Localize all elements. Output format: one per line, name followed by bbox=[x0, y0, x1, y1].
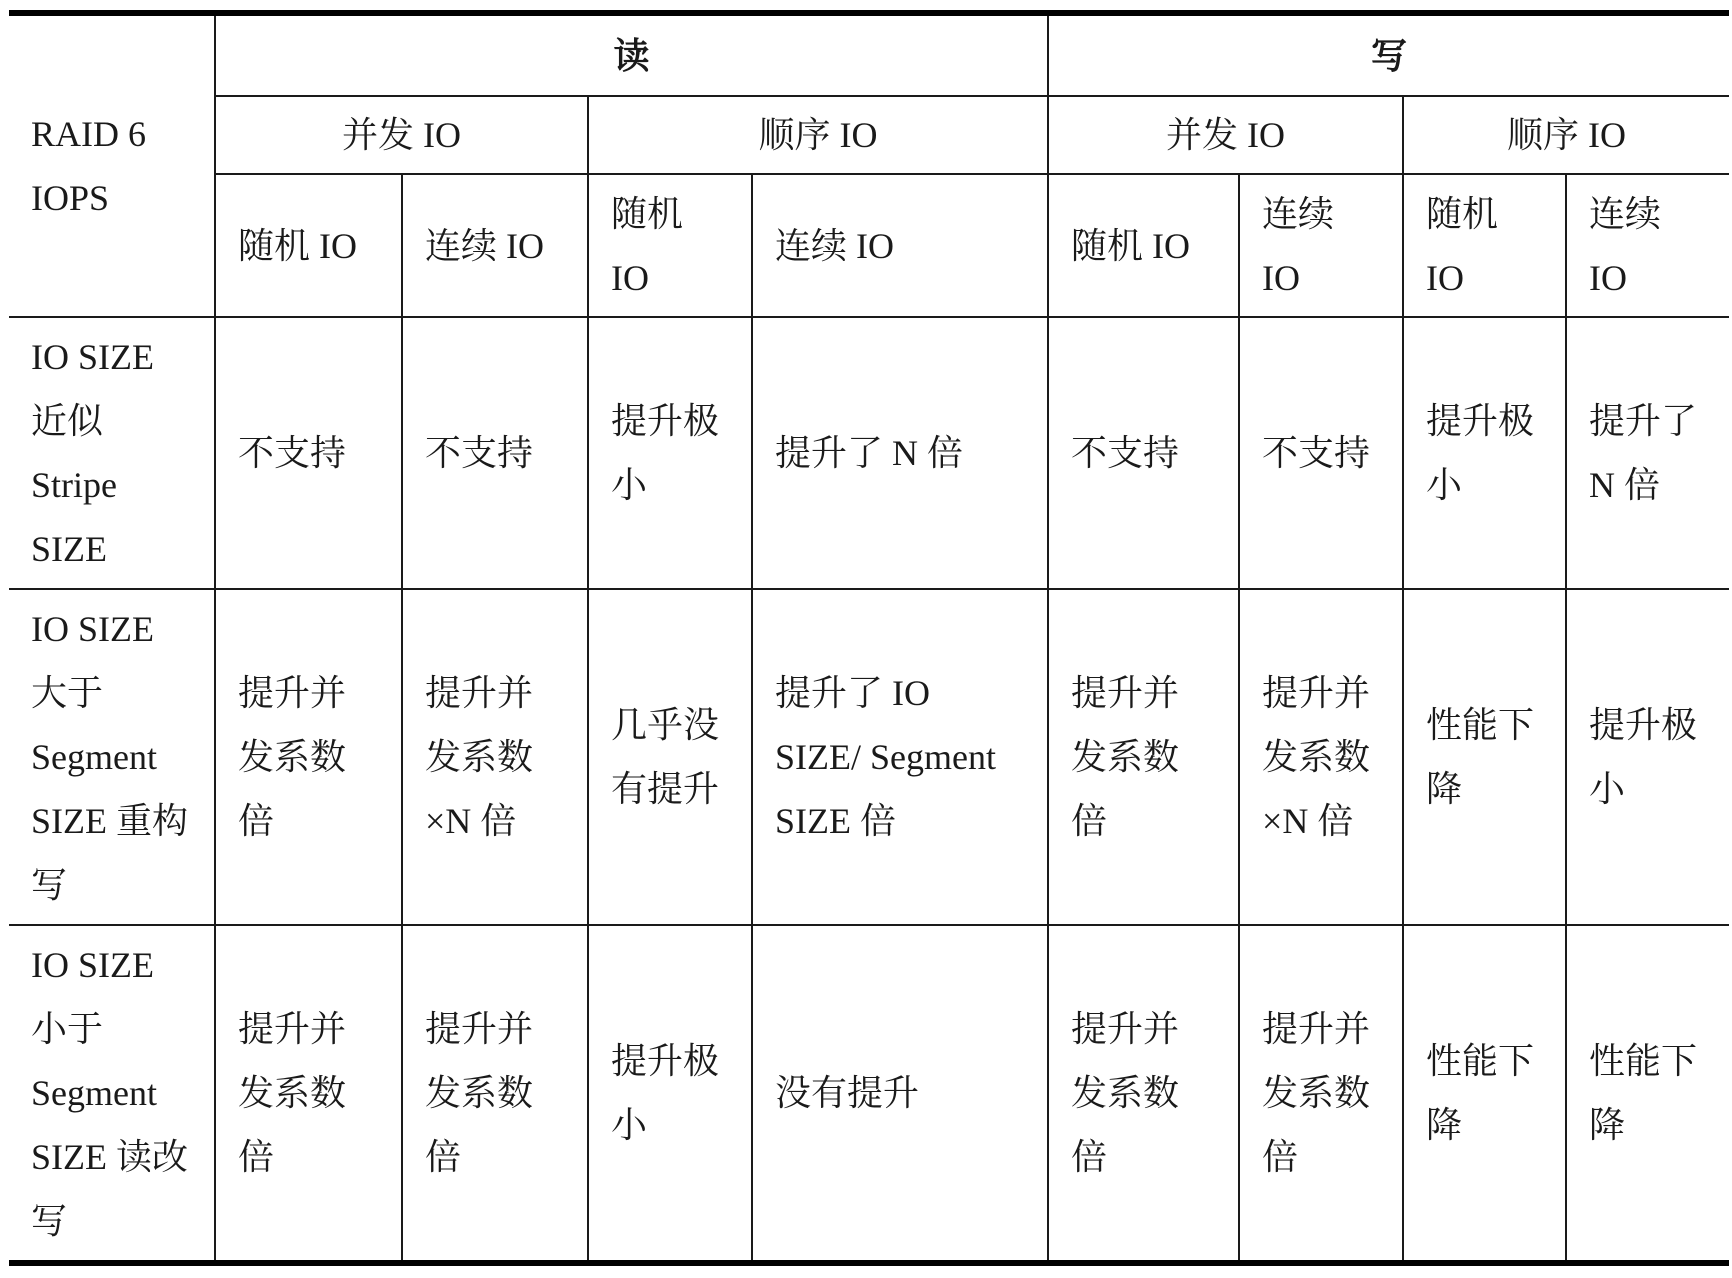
sub-header-cell bbox=[1403, 174, 1566, 317]
cell-text-line: SIZE 重构 bbox=[31, 801, 188, 841]
cell-text-line: 提升并 bbox=[238, 673, 347, 713]
sub-header-cell bbox=[1239, 174, 1403, 317]
cell-text-line: 发系数 bbox=[1071, 737, 1180, 777]
cell-text-line: 性能下 bbox=[1589, 1041, 1698, 1081]
raid6-iops-table-container bbox=[9, 10, 1729, 1266]
cell-text-line: 连续 IO bbox=[775, 225, 894, 266]
cell-text-line: 提升并 bbox=[1262, 1009, 1371, 1049]
row-label-cell bbox=[9, 317, 215, 589]
table-row bbox=[9, 925, 1729, 1263]
cell-text-line: 倍 bbox=[1262, 1137, 1299, 1177]
cell-text-line: 倍 bbox=[238, 1137, 275, 1177]
table-cell bbox=[1239, 317, 1403, 589]
cell-text-line: 发系数 bbox=[425, 737, 534, 777]
row-label-cell bbox=[9, 589, 215, 925]
sub-header-cell bbox=[402, 174, 588, 317]
cell-text-line: 不支持 bbox=[1071, 433, 1180, 473]
cell-text-line: 几乎没 bbox=[611, 705, 720, 745]
cell-text-line: 随机 bbox=[611, 193, 684, 234]
cell-text-line: 发系数 bbox=[425, 1073, 534, 1113]
cell-text-line: 写 bbox=[31, 1201, 68, 1241]
table-cell bbox=[1566, 925, 1729, 1263]
cell-text-line: 发系数 bbox=[1262, 737, 1371, 777]
raid6-iops-table bbox=[9, 10, 1729, 1266]
corner-label-cell bbox=[9, 13, 215, 317]
table-cell bbox=[1239, 589, 1403, 925]
sub-header-cell bbox=[1566, 174, 1729, 317]
cell-text-line: 连续 bbox=[1589, 193, 1662, 234]
cell-text-line: 降 bbox=[1426, 1105, 1463, 1145]
cell-text-line: 提升了 bbox=[1589, 401, 1698, 441]
cell-text-line: 小于 bbox=[31, 1009, 104, 1049]
read-sequential-io-header: 顺序 IO bbox=[588, 96, 1048, 174]
cell-text-line: 不支持 bbox=[425, 433, 534, 473]
cell-text-line: 大于 bbox=[31, 673, 104, 713]
table-cell bbox=[1403, 925, 1566, 1263]
cell-text-line: SIZE 倍 bbox=[775, 801, 896, 841]
sub-header-cell bbox=[588, 174, 752, 317]
cell-text-line: IOPS bbox=[31, 178, 110, 218]
cell-text-line: 提升了 N 倍 bbox=[775, 433, 963, 473]
cell-text-line: 提升并 bbox=[1262, 673, 1371, 713]
cell-text-line: IO SIZE bbox=[31, 945, 154, 985]
cell-text-line: 随机 bbox=[1426, 193, 1499, 234]
cell-text-line: 提升极 bbox=[611, 401, 720, 441]
cell-text-line: 提升并 bbox=[425, 1009, 534, 1049]
table-cell bbox=[215, 589, 402, 925]
table-cell bbox=[1403, 317, 1566, 589]
cell-text-line: 小 bbox=[1589, 769, 1626, 809]
table-row bbox=[9, 589, 1729, 925]
cell-text-line: Segment bbox=[31, 1073, 157, 1113]
header-row-read-write bbox=[9, 13, 1729, 96]
cell-text-line: 性能下 bbox=[1426, 1041, 1535, 1081]
row-label-cell bbox=[9, 925, 215, 1263]
table-cell bbox=[752, 925, 1048, 1263]
write-sequential-io-header: 顺序 IO bbox=[1403, 96, 1729, 174]
cell-text-line: RAID 6 bbox=[31, 114, 146, 154]
cell-text-line: 提升极 bbox=[1589, 705, 1698, 745]
cell-text-line: IO SIZE bbox=[31, 337, 154, 377]
cell-text-line: 提升并 bbox=[1071, 673, 1180, 713]
table-cell bbox=[752, 589, 1048, 925]
cell-text-line: SIZE/ Segment bbox=[775, 737, 996, 777]
cell-text-line: SIZE 读改 bbox=[31, 1137, 188, 1177]
cell-text-line: ×N 倍 bbox=[425, 801, 517, 841]
corner-label bbox=[31, 102, 214, 230]
header-row-io-pattern bbox=[9, 174, 1729, 317]
table-cell bbox=[1566, 317, 1729, 589]
cell-text-line: 提升并 bbox=[238, 1009, 347, 1049]
cell-text-line: 写 bbox=[31, 865, 68, 905]
cell-text-line: 提升了 IO bbox=[775, 673, 930, 713]
cell-text-line: 随机 IO bbox=[238, 225, 357, 266]
cell-text-line: 没有提升 bbox=[775, 1073, 920, 1113]
header-row-io-mode bbox=[9, 96, 1729, 174]
cell-text-line: 性能下 bbox=[1426, 705, 1535, 745]
cell-text-line: 倍 bbox=[1071, 1137, 1108, 1177]
table-cell bbox=[1239, 925, 1403, 1263]
table-cell bbox=[402, 589, 588, 925]
cell-text-line: 不支持 bbox=[238, 433, 347, 473]
table-cell bbox=[588, 925, 752, 1263]
cell-text-line: 倍 bbox=[238, 801, 275, 841]
cell-text-line: 倍 bbox=[1071, 801, 1108, 841]
table-cell bbox=[1403, 589, 1566, 925]
table-cell bbox=[588, 589, 752, 925]
cell-text-line: IO bbox=[611, 257, 649, 298]
cell-text-line: 随机 IO bbox=[1071, 225, 1191, 266]
table-cell bbox=[215, 925, 402, 1263]
sub-header-cell bbox=[752, 174, 1048, 317]
cell-text-line: 小 bbox=[1426, 465, 1463, 505]
read-header: 读 bbox=[215, 13, 1048, 96]
cell-text-line: IO bbox=[1589, 257, 1628, 298]
cell-text-line: 小 bbox=[611, 465, 648, 505]
cell-text-line: 倍 bbox=[425, 1137, 462, 1177]
cell-text-line: 降 bbox=[1426, 769, 1463, 809]
table-cell bbox=[215, 317, 402, 589]
table-cell bbox=[1048, 589, 1239, 925]
write-header: 写 bbox=[1048, 13, 1729, 96]
table-cell bbox=[1048, 317, 1239, 589]
table-cell bbox=[752, 317, 1048, 589]
cell-text-line: 近似 bbox=[31, 401, 104, 441]
cell-text-line: 连续 IO bbox=[425, 225, 544, 266]
cell-text-line: Segment bbox=[31, 737, 157, 777]
read-concurrent-io-header: 并发 IO bbox=[215, 96, 588, 174]
cell-text-line: 连续 bbox=[1262, 193, 1335, 234]
cell-text-line: 发系数 bbox=[1071, 1073, 1180, 1113]
cell-text-line: 提升并 bbox=[425, 673, 534, 713]
cell-text-line: ×N 倍 bbox=[1262, 801, 1354, 841]
table-cell bbox=[588, 317, 752, 589]
cell-text-line: 发系数 bbox=[238, 737, 347, 777]
table-row bbox=[9, 317, 1729, 589]
write-concurrent-io-header: 并发 IO bbox=[1048, 96, 1403, 174]
table-cell bbox=[1048, 925, 1239, 1263]
cell-text-line: 提升并 bbox=[1071, 1009, 1180, 1049]
cell-text-line: IO SIZE bbox=[31, 609, 154, 649]
cell-text-line: 提升极 bbox=[611, 1041, 720, 1081]
cell-text-line: N 倍 bbox=[1589, 465, 1661, 505]
cell-text-line: 发系数 bbox=[238, 1073, 347, 1113]
cell-text-line: SIZE bbox=[31, 529, 107, 569]
cell-text-line: IO bbox=[1426, 257, 1465, 298]
cell-text-line: 不支持 bbox=[1262, 433, 1371, 473]
cell-text-line: 小 bbox=[611, 1105, 648, 1145]
cell-text-line: Stripe bbox=[31, 465, 117, 505]
sub-header-cell bbox=[1048, 174, 1239, 317]
cell-text-line: 有提升 bbox=[611, 769, 720, 809]
table-cell bbox=[402, 925, 588, 1263]
cell-text-line: 降 bbox=[1589, 1105, 1626, 1145]
cell-text-line: IO bbox=[1262, 257, 1301, 298]
cell-text-line: 提升极 bbox=[1426, 401, 1535, 441]
sub-header-cell bbox=[215, 174, 402, 317]
cell-text-line: 发系数 bbox=[1262, 1073, 1371, 1113]
table-cell bbox=[402, 317, 588, 589]
table-cell bbox=[1566, 589, 1729, 925]
